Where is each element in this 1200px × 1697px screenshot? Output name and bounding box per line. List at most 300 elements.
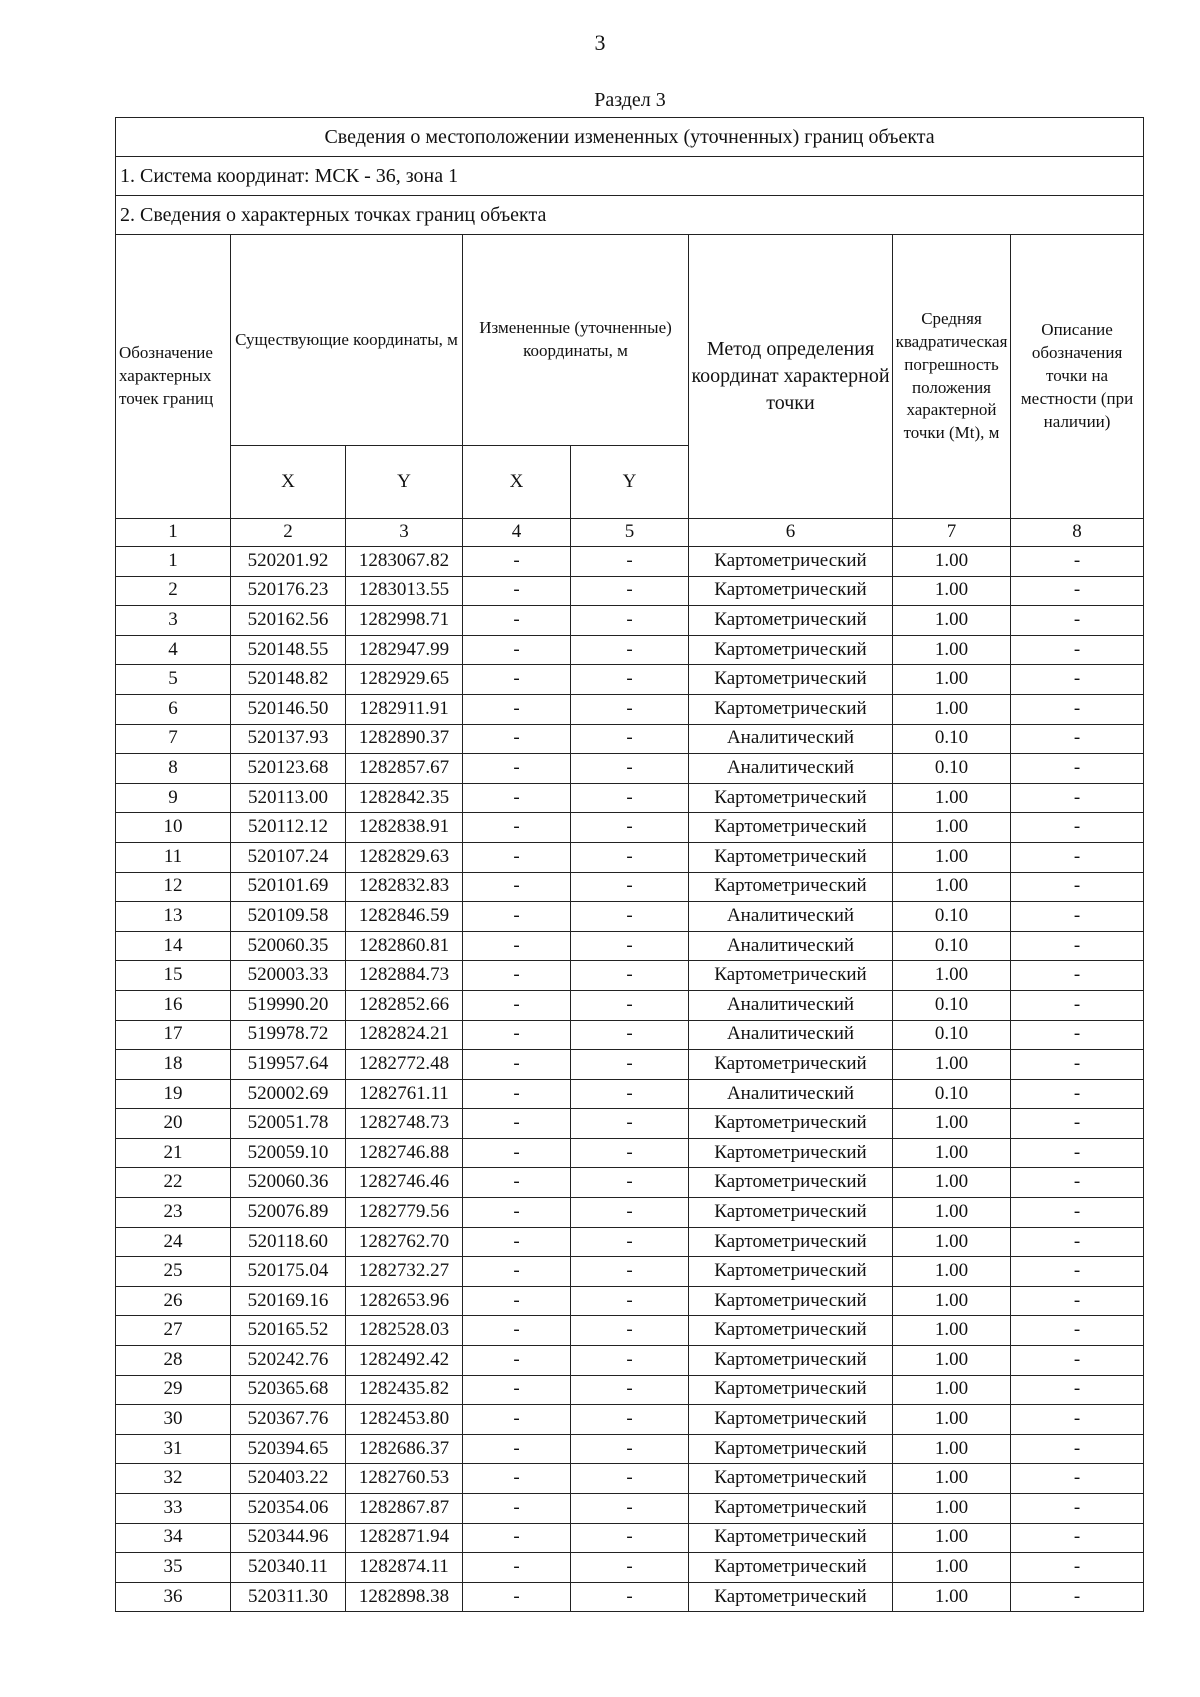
table-body [116,547,1144,1612]
cell-method: Аналитический [689,724,893,754]
cell-method: Картометрический [689,694,893,724]
cell-method: Картометрический [689,1198,893,1228]
table-row [116,1257,1144,1287]
header-existing-x: X [231,446,346,519]
cell-rms-error: 1.00 [893,576,1011,606]
cell-point-number: 15 [116,961,231,991]
cell-existing-y: 1282748.73 [346,1109,463,1139]
cell-changed-y: - [571,842,689,872]
cell-existing-y: 1282761.11 [346,1079,463,1109]
cell-changed-y: - [571,606,689,636]
table-row [116,1553,1144,1583]
cell-point-number: 12 [116,872,231,902]
cell-description: - [1011,1494,1144,1524]
cell-changed-y: - [571,1464,689,1494]
header-changed-x: X [463,446,571,519]
cell-existing-y: 1282528.03 [346,1316,463,1346]
cell-existing-x: 520003.33 [231,961,346,991]
cell-changed-y: - [571,1227,689,1257]
cell-changed-y: - [571,931,689,961]
cell-changed-y: - [571,694,689,724]
cell-existing-x: 520107.24 [231,842,346,872]
cell-existing-x: 520060.36 [231,1168,346,1198]
cell-point-number: 4 [116,635,231,665]
table-row [116,665,1144,695]
cell-point-number: 24 [116,1227,231,1257]
cell-method: Картометрический [689,635,893,665]
cell-existing-y: 1282492.42 [346,1346,463,1376]
cell-existing-x: 520051.78 [231,1109,346,1139]
cell-rms-error: 1.00 [893,1523,1011,1553]
cell-point-number: 27 [116,1316,231,1346]
cell-method: Картометрический [689,547,893,577]
cell-rms-error: 1.00 [893,1138,1011,1168]
cell-rms-error: 1.00 [893,1405,1011,1435]
cell-existing-y: 1282653.96 [346,1286,463,1316]
cell-point-number: 25 [116,1257,231,1287]
table-row [116,1286,1144,1316]
cell-method: Картометрический [689,1582,893,1612]
cell-method: Картометрический [689,1346,893,1376]
cell-changed-y: - [571,783,689,813]
cell-existing-y: 1282871.94 [346,1523,463,1553]
cell-changed-y: - [571,1582,689,1612]
cell-rms-error: 0.10 [893,931,1011,961]
cell-existing-y: 1282947.99 [346,635,463,665]
cell-existing-x: 520311.30 [231,1582,346,1612]
column-number: 6 [689,519,893,547]
cell-method: Аналитический [689,754,893,784]
table-row [116,872,1144,902]
cell-existing-x: 520146.50 [231,694,346,724]
cell-method: Картометрический [689,842,893,872]
cell-point-number: 11 [116,842,231,872]
cell-description: - [1011,1434,1144,1464]
table-title: Сведения о местоположении измененных (уточненных) границ объекта [116,118,1144,157]
cell-changed-x: - [463,635,571,665]
cell-point-number: 6 [116,694,231,724]
cell-existing-y: 1282746.46 [346,1168,463,1198]
cell-existing-x: 520101.69 [231,872,346,902]
cell-changed-y: - [571,1257,689,1287]
cell-existing-x: 520169.16 [231,1286,346,1316]
cell-changed-x: - [463,1405,571,1435]
cell-description: - [1011,1316,1144,1346]
cell-existing-y: 1282824.21 [346,1020,463,1050]
cell-rms-error: 1.00 [893,547,1011,577]
cell-point-number: 7 [116,724,231,754]
cell-method: Картометрический [689,1464,893,1494]
table-row [116,1227,1144,1257]
cell-point-number: 14 [116,931,231,961]
cell-changed-y: - [571,1109,689,1139]
column-number: 8 [1011,519,1144,547]
cell-rms-error: 1.00 [893,1316,1011,1346]
cell-description: - [1011,1286,1144,1316]
cell-existing-x: 520242.76 [231,1346,346,1376]
table-row [116,783,1144,813]
cell-existing-y: 1282762.70 [346,1227,463,1257]
cell-existing-y: 1282453.80 [346,1405,463,1435]
cell-description: - [1011,1079,1144,1109]
page-number: 3 [594,30,606,55]
cell-changed-x: - [463,1198,571,1228]
cell-method: Картометрический [689,1050,893,1080]
cell-changed-x: - [463,813,571,843]
cell-existing-x: 519957.64 [231,1050,346,1080]
table-row [116,990,1144,1020]
table-row [116,1316,1144,1346]
cell-existing-x: 520176.23 [231,576,346,606]
cell-point-number: 30 [116,1405,231,1435]
table-row [116,1582,1144,1612]
cell-point-number: 34 [116,1523,231,1553]
cell-existing-x: 520059.10 [231,1138,346,1168]
cell-changed-x: - [463,1050,571,1080]
cell-description: - [1011,842,1144,872]
cell-changed-x: - [463,1494,571,1524]
cell-changed-y: - [571,1375,689,1405]
cell-method: Картометрический [689,1109,893,1139]
cell-changed-y: - [571,724,689,754]
table-row [116,1405,1144,1435]
cell-method: Картометрический [689,1138,893,1168]
cell-existing-x: 520148.55 [231,635,346,665]
cell-existing-y: 1282898.38 [346,1582,463,1612]
cell-point-number: 10 [116,813,231,843]
cell-method: Картометрический [689,1494,893,1524]
cell-description: - [1011,961,1144,991]
cell-description: - [1011,783,1144,813]
cell-existing-y: 1282435.82 [346,1375,463,1405]
cell-changed-x: - [463,694,571,724]
coordinate-system: 1. Система координат: МСК - 36, зона 1 [116,157,1144,196]
table-row [116,1020,1144,1050]
cell-existing-x: 520148.82 [231,665,346,695]
cell-rms-error: 1.00 [893,1375,1011,1405]
cell-method: Картометрический [689,576,893,606]
cell-changed-x: - [463,606,571,636]
cell-changed-x: - [463,1434,571,1464]
table-row [116,1346,1144,1376]
cell-existing-y: 1282852.66 [346,990,463,1020]
cell-changed-y: - [571,1494,689,1524]
cell-rms-error: 0.10 [893,902,1011,932]
cell-changed-y: - [571,1198,689,1228]
cell-changed-y: - [571,1316,689,1346]
header-changed-coords: Измененные (уточненные) координаты, м [463,235,689,446]
cell-method: Аналитический [689,931,893,961]
cell-description: - [1011,1582,1144,1612]
cell-changed-y: - [571,1434,689,1464]
cell-changed-x: - [463,783,571,813]
cell-description: - [1011,1138,1144,1168]
cell-point-number: 21 [116,1138,231,1168]
cell-changed-y: - [571,1079,689,1109]
cell-existing-y: 1282846.59 [346,902,463,932]
cell-description: - [1011,1346,1144,1376]
cell-changed-x: - [463,1523,571,1553]
column-number: 1 [116,519,231,547]
cell-changed-x: - [463,754,571,784]
cell-existing-x: 520162.56 [231,606,346,636]
cell-description: - [1011,1375,1144,1405]
cell-method: Картометрический [689,872,893,902]
cell-changed-x: - [463,1286,571,1316]
cell-description: - [1011,1020,1144,1050]
cell-existing-x: 520123.68 [231,754,346,784]
cell-existing-y: 1282867.87 [346,1494,463,1524]
cell-existing-y: 1282860.81 [346,931,463,961]
cell-point-number: 18 [116,1050,231,1080]
table-row [116,1494,1144,1524]
cell-description: - [1011,813,1144,843]
cell-point-number: 16 [116,990,231,1020]
table-row [116,1198,1144,1228]
header-changed-y: Y [571,446,689,519]
cell-existing-y: 1282998.71 [346,606,463,636]
cell-changed-x: - [463,1464,571,1494]
table-row [116,1168,1144,1198]
cell-rms-error: 1.00 [893,842,1011,872]
cell-existing-y: 1282890.37 [346,724,463,754]
cell-description: - [1011,1405,1144,1435]
cell-changed-y: - [571,961,689,991]
cell-rms-error: 1.00 [893,1198,1011,1228]
cell-existing-y: 1282760.53 [346,1464,463,1494]
cell-existing-x: 520354.06 [231,1494,346,1524]
cell-method: Аналитический [689,1079,893,1109]
cell-point-number: 20 [116,1109,231,1139]
cell-description: - [1011,1464,1144,1494]
cell-rms-error: 1.00 [893,1582,1011,1612]
table-row [116,1434,1144,1464]
cell-rms-error: 1.00 [893,1227,1011,1257]
cell-point-number: 17 [116,1020,231,1050]
table-row [116,635,1144,665]
cell-method: Картометрический [689,1168,893,1198]
cell-point-number: 9 [116,783,231,813]
cell-changed-x: - [463,1346,571,1376]
header-point-designation: Обозначение характерных точек границ [116,235,231,519]
cell-rms-error: 1.00 [893,1434,1011,1464]
cell-existing-x: 520201.92 [231,547,346,577]
cell-point-number: 36 [116,1582,231,1612]
cell-method: Картометрический [689,665,893,695]
cell-method: Картометрический [689,1523,893,1553]
header-method: Метод определения координат характерной точки [689,235,893,519]
cell-description: - [1011,1553,1144,1583]
cell-changed-x: - [463,1109,571,1139]
cell-method: Картометрический [689,1257,893,1287]
cell-description: - [1011,1168,1144,1198]
cell-point-number: 33 [116,1494,231,1524]
column-number: 3 [346,519,463,547]
cell-existing-x: 520137.93 [231,724,346,754]
cell-method: Картометрический [689,1286,893,1316]
table-row [116,961,1144,991]
cell-description: - [1011,1109,1144,1139]
section-label: Раздел 3 [594,89,666,111]
cell-changed-y: - [571,1286,689,1316]
cell-existing-y: 1283013.55 [346,576,463,606]
cell-description: - [1011,1198,1144,1228]
cell-changed-x: - [463,1079,571,1109]
cell-rms-error: 0.10 [893,1079,1011,1109]
cell-changed-x: - [463,902,571,932]
header-rms-error: Средняя квадратическая погрешность положения характерной точки (Mt), м [893,235,1011,519]
cell-changed-x: - [463,961,571,991]
cell-existing-y: 1282911.91 [346,694,463,724]
table-row [116,547,1144,577]
cell-description: - [1011,931,1144,961]
cell-description: - [1011,1523,1144,1553]
cell-description: - [1011,635,1144,665]
cell-rms-error: 1.00 [893,635,1011,665]
cell-changed-y: - [571,754,689,784]
cell-description: - [1011,902,1144,932]
cell-changed-x: - [463,1227,571,1257]
cell-existing-x: 520113.00 [231,783,346,813]
cell-changed-y: - [571,1138,689,1168]
cell-existing-y: 1282779.56 [346,1198,463,1228]
cell-method: Картометрический [689,1553,893,1583]
cell-existing-x: 519990.20 [231,990,346,1020]
cell-point-number: 31 [116,1434,231,1464]
cell-changed-x: - [463,990,571,1020]
cell-point-number: 29 [116,1375,231,1405]
cell-description: - [1011,547,1144,577]
cell-rms-error: 1.00 [893,813,1011,843]
cell-rms-error: 1.00 [893,1286,1011,1316]
cell-existing-y: 1282686.37 [346,1434,463,1464]
table-row [116,606,1144,636]
table-row [116,1138,1144,1168]
cell-rms-error: 1.00 [893,961,1011,991]
cell-method: Аналитический [689,902,893,932]
header-existing-y: Y [346,446,463,519]
cell-method: Картометрический [689,783,893,813]
column-number: 2 [231,519,346,547]
cell-method: Картометрический [689,1405,893,1435]
cell-changed-x: - [463,724,571,754]
cell-existing-x: 520394.65 [231,1434,346,1464]
table-row [116,694,1144,724]
cell-changed-y: - [571,665,689,695]
cell-point-number: 1 [116,547,231,577]
cell-existing-y: 1282829.63 [346,842,463,872]
cell-existing-y: 1282884.73 [346,961,463,991]
cell-changed-x: - [463,547,571,577]
column-number: 7 [893,519,1011,547]
cell-rms-error: 1.00 [893,665,1011,695]
cell-changed-y: - [571,1523,689,1553]
points-heading: 2. Сведения о характерных точках границ объекта [116,196,1144,235]
column-numbers-row [116,519,1144,547]
cell-rms-error: 0.10 [893,1020,1011,1050]
cell-rms-error: 1.00 [893,606,1011,636]
cell-method: Аналитический [689,1020,893,1050]
cell-changed-x: - [463,931,571,961]
cell-changed-y: - [571,1405,689,1435]
cell-existing-y: 1282772.48 [346,1050,463,1080]
cell-existing-x: 520165.52 [231,1316,346,1346]
table-row [116,576,1144,606]
cell-existing-y: 1282857.67 [346,754,463,784]
cell-changed-x: - [463,872,571,902]
cell-changed-x: - [463,1375,571,1405]
cell-description: - [1011,872,1144,902]
cell-existing-x: 520118.60 [231,1227,346,1257]
cell-existing-x: 520367.76 [231,1405,346,1435]
cell-changed-y: - [571,635,689,665]
cell-existing-x: 520175.04 [231,1257,346,1287]
cell-method: Картометрический [689,1316,893,1346]
cell-changed-y: - [571,1168,689,1198]
cell-changed-y: - [571,902,689,932]
cell-point-number: 5 [116,665,231,695]
cell-changed-y: - [571,813,689,843]
cell-existing-x: 520403.22 [231,1464,346,1494]
cell-changed-y: - [571,1553,689,1583]
table-row [116,1079,1144,1109]
cell-changed-y: - [571,1346,689,1376]
cell-method: Картометрический [689,1434,893,1464]
cell-rms-error: 1.00 [893,783,1011,813]
column-number: 4 [463,519,571,547]
cell-method: Аналитический [689,990,893,1020]
cell-existing-x: 520060.35 [231,931,346,961]
table-row [116,1464,1144,1494]
cell-changed-x: - [463,1582,571,1612]
cell-existing-x: 520365.68 [231,1375,346,1405]
cell-point-number: 13 [116,902,231,932]
cell-existing-y: 1282842.35 [346,783,463,813]
table-row [116,1375,1144,1405]
cell-existing-x: 519978.72 [231,1020,346,1050]
cell-method: Картометрический [689,1375,893,1405]
cell-changed-x: - [463,576,571,606]
table-row [116,1109,1144,1139]
cell-changed-x: - [463,1168,571,1198]
cell-description: - [1011,1050,1144,1080]
cell-rms-error: 1.00 [893,1494,1011,1524]
cell-changed-y: - [571,1020,689,1050]
cell-changed-y: - [571,990,689,1020]
cell-point-number: 26 [116,1286,231,1316]
cell-rms-error: 0.10 [893,724,1011,754]
cell-rms-error: 1.00 [893,1050,1011,1080]
table-row [116,754,1144,784]
cell-existing-x: 520002.69 [231,1079,346,1109]
cell-description: - [1011,1257,1144,1287]
cell-description: - [1011,724,1144,754]
cell-existing-y: 1282832.83 [346,872,463,902]
cell-existing-y: 1282746.88 [346,1138,463,1168]
cell-method: Картометрический [689,1227,893,1257]
table-row [116,902,1144,932]
cell-changed-x: - [463,1020,571,1050]
cell-description: - [1011,606,1144,636]
cell-rms-error: 1.00 [893,1168,1011,1198]
column-number: 5 [571,519,689,547]
table-row [116,842,1144,872]
table-row [116,813,1144,843]
cell-rms-error: 1.00 [893,872,1011,902]
header-description: Описание обозначения точки на местности (при наличии) [1011,235,1144,519]
cell-changed-y: - [571,576,689,606]
cell-point-number: 28 [116,1346,231,1376]
